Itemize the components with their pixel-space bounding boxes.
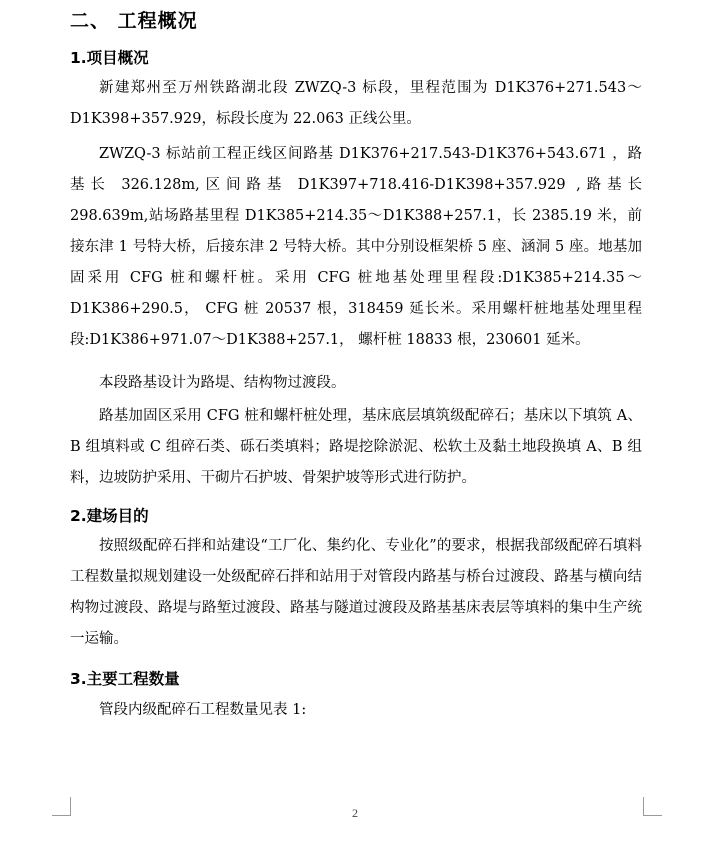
subsection-heading-main-quantities: 3.主要工程数量	[70, 670, 180, 688]
paragraph: ZWZQ-3 标站前工程正线区间路基 D1K376+217.543-D1K376+543.671 ，路基长 326.128m,区间路基 D1K397+718.416-D1K398+357.929 ,路基长 298.639m,站场路基里程 D1K385+214.35～D1K388+257.1，长 2385.19 米，前接东津 1 号特大桥，后接东津 2 号特大桥。其中分别设框架桥 5 座、涵洞 5 座。地基加固采用 CFG 桩和螺杆桩。采用 CFG 桩地基处理里程段:D1K385+214.35～D1K386+290.5， CFG 桩 20537 根，318459 延长米。采用螺杆桩地基处理里程段:D1K386+971.07～D1K388+257.1， 螺杆桩 18833 根，230601 延米。	[70, 146, 642, 348]
paragraph: 管段内级配碎石工程数量见表 1:	[99, 702, 307, 718]
paragraph: 按照级配碎石拌和站建设“工厂化、集约化、专业化”的要求，根据我部级配碎石填料工程数量拟规划建设一处级配碎石拌和站用于对管段内路基与桥台过渡段、路基与横向结构物过渡段、路堤与路堑过渡段、路基与隧道过渡段及路基基床表层等填料的集中生产统一运输。	[70, 538, 642, 647]
paragraph: 路基加固区采用 CFG 桩和螺杆桩处理，基床底层填筑级配碎石；基床以下填筑 A、B 组填料或 C 组碎石类、砾石类填料；路堤挖除淤泥、松软土及黏土地段换填 A、B 组料，边坡防护采用、干砌片石护坡、骨架护坡等形式进行防护。	[70, 408, 642, 486]
section-title: 二、 工程概况	[70, 10, 198, 32]
subsection-heading-project-overview: 1.项目概况	[70, 49, 149, 67]
subsection-heading-site-purpose: 2.建场目的	[70, 507, 149, 525]
paragraph: 本段路基设计为路堤、结构物过渡段。	[99, 375, 346, 391]
paragraph: 新建郑州至万州铁路湖北段 ZWZQ-3 标段，里程范围为 D1K376+271.543～D1K398+357.929，标段长度为 22.063 正线公里。	[70, 80, 642, 127]
page-number: 2	[352, 806, 358, 820]
